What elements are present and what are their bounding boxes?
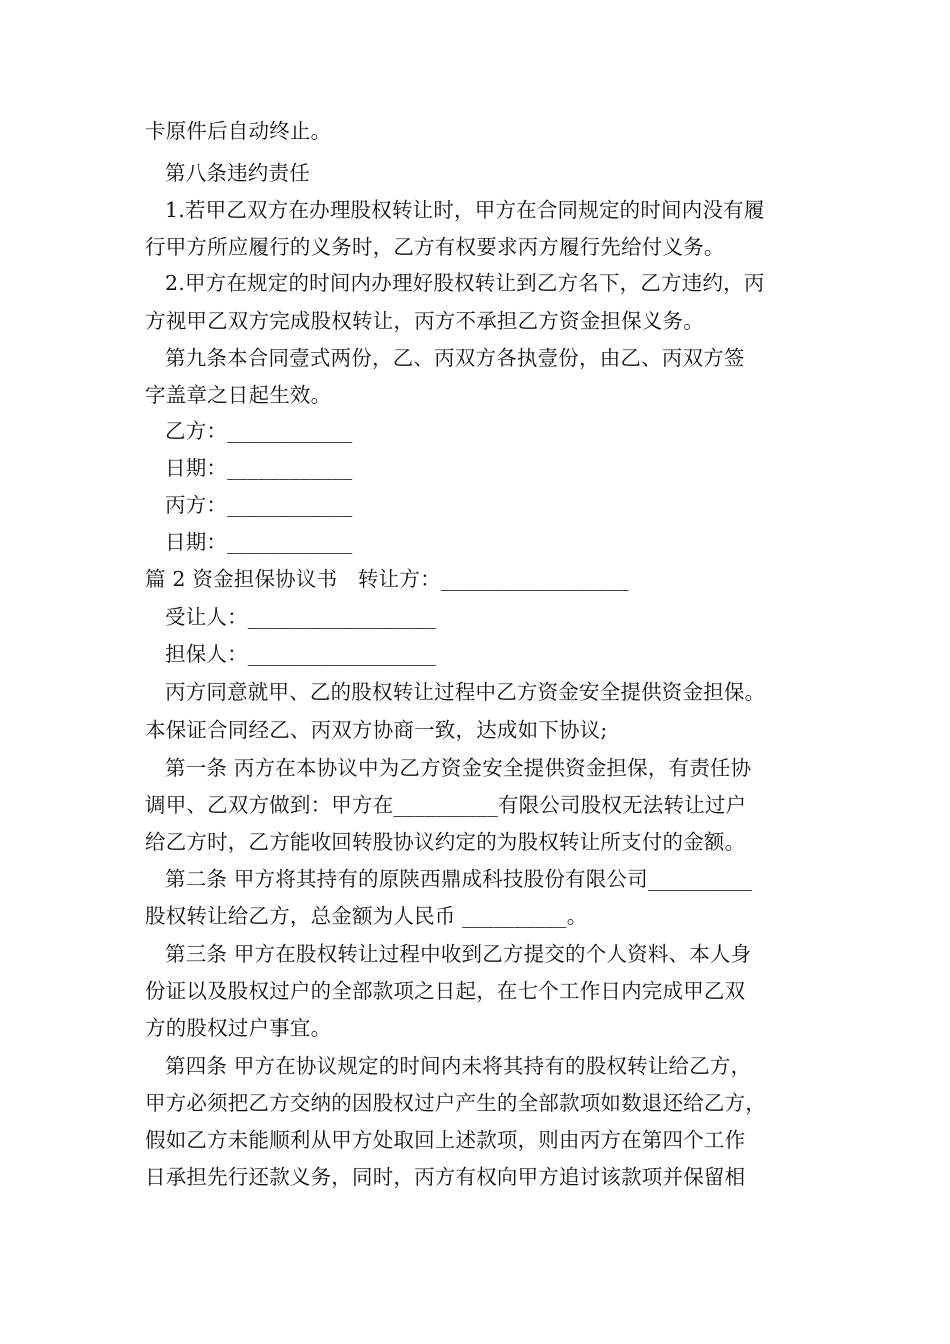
text-line: 2.甲方在规定的时间内办理好股权转让到乙方名下，乙方违约，丙 bbox=[165, 271, 765, 295]
text-line: 甲方必须把乙方交纳的因股权过户产生的全部款项如数退还给乙方， bbox=[145, 1091, 766, 1115]
signature-field: 担保人：__________________ bbox=[165, 642, 436, 666]
text-line: 第二条 甲方将其持有的原陕西鼎成科技股份有限公司__________ bbox=[165, 867, 753, 891]
date-field: 日期：____________ bbox=[165, 456, 353, 480]
text-line: 第四条 甲方在协议规定的时间内未将其持有的股权转让给乙方， bbox=[165, 1054, 752, 1078]
text-line: 股权转让给乙方，总金额为人民币 __________。 bbox=[145, 904, 588, 928]
signature-field: 丙方：____________ bbox=[165, 493, 353, 517]
section-heading: 第八条违约责任 bbox=[165, 161, 310, 185]
text-line: 卡原件后自动终止。 bbox=[145, 119, 332, 143]
text-line: 行甲方所应履行的义务时，乙方有权要求丙方履行先给付义务。 bbox=[145, 235, 725, 259]
signature-field: 受让人：__________________ bbox=[165, 605, 436, 629]
text-line: 日承担先行还款义务，同时，丙方有权向甲方追讨该款项并保留相 bbox=[145, 1165, 746, 1189]
text-line: 第三条 甲方在股权转让过程中收到乙方提交的个人资料、本人身 bbox=[165, 942, 752, 966]
text-line: 方视甲乙双方完成股权转让，丙方不承担乙方资金担保义务。 bbox=[145, 309, 704, 333]
date-field: 日期：____________ bbox=[165, 530, 353, 554]
text-line: 字盖章之日起生效。 bbox=[145, 383, 332, 407]
signature-field: 乙方：____________ bbox=[165, 419, 353, 443]
text-line: 本保证合同经乙、丙双方协商一致，达成如下协议; bbox=[145, 718, 608, 742]
text-line: 调甲、乙双方做到：甲方在__________有限公司股权无法转让过户 bbox=[145, 793, 747, 817]
text-line: 给乙方时，乙方能收回转股协议约定的为股权转让所支付的金额。 bbox=[145, 830, 746, 854]
text-line: 假如乙方未能顺利从甲方处取回上述款项，则由丙方在第四个工作 bbox=[145, 1128, 746, 1152]
text-line: 第一条 丙方在本协议中为乙方资金安全提供资金担保，有责任协 bbox=[165, 756, 752, 780]
text-line: 1.若甲乙双方在办理股权转让时，甲方在合同规定的时间内没有履 bbox=[165, 198, 765, 222]
document-title-line: 篇 2 资金担保协议书 转让方：__________________ bbox=[145, 567, 629, 591]
text-line: 第九条本合同壹式两份，乙、丙双方各执壹份，由乙、丙双方签 bbox=[165, 346, 745, 370]
text-line: 方的股权过户事宜。 bbox=[145, 1016, 332, 1040]
text-line: 丙方同意就甲、乙的股权转让过程中乙方资金安全提供资金担保。 bbox=[165, 680, 766, 704]
text-line: 份证以及股权过户的全部款项之日起，在七个工作日内完成甲乙双 bbox=[145, 979, 746, 1003]
